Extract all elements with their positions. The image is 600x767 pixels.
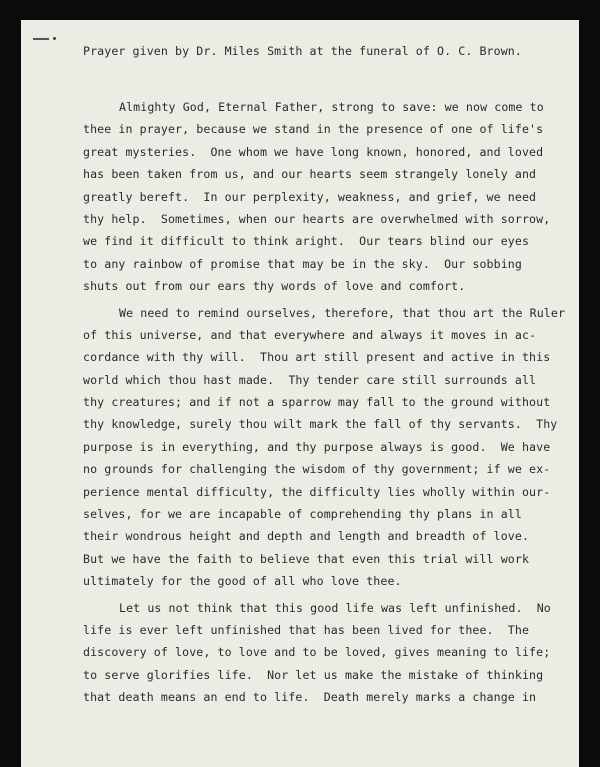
typed-page	[21, 20, 579, 767]
text-line: of this universe, and that everywhere and always it moves in ac-	[83, 327, 537, 342]
text-line: thee in prayer, because we stand in the presence of one of life's	[83, 122, 544, 137]
text-line: Almighty God, Eternal Father, strong to save: we now come to	[119, 100, 544, 114]
text-line: ultimately for the good of all who love thee.	[83, 574, 402, 589]
page-title: Prayer given by Dr. Miles Smith at the funeral of O. C. Brown.	[83, 44, 522, 58]
text-line: shuts out from our ears thy words of love and comfort.	[83, 279, 466, 294]
text-line: no grounds for challenging the wisdom of thy government; if we ex-	[83, 462, 551, 477]
text-line: Let us not think that this good life was left unfinished. No	[119, 600, 551, 615]
text-line: to any rainbow of promise that may be in the sky. Our sobbing	[83, 256, 522, 271]
text-line: their wondrous height and depth and length and breadth of love.	[83, 529, 530, 544]
paragraph-3	[83, 597, 565, 709]
text-line: thy knowledge, surely thou wilt mark the fall of thy servants. Thy	[83, 417, 558, 432]
text-line: world which thou hast made. Thy tender care still surrounds all	[83, 372, 537, 387]
text-line: life is ever left unfinished that has been lived for thee. The	[83, 622, 530, 637]
text-line: perience mental difficulty, the difficulty lies wholly within our-	[83, 484, 551, 499]
text-line: we find it difficult to think aright. Our tears blind our eyes	[83, 234, 530, 249]
text-line: that death means an end to life. Death merely marks a change in	[83, 690, 537, 705]
paragraph-1	[83, 96, 565, 298]
text-line: great mysteries. One whom we have long known, honored, and loved	[83, 144, 544, 159]
text-line: thy help. Sometimes, when our hearts are overwhelmed with sorrow,	[83, 211, 551, 226]
text-line: has been taken from us, and our hearts seem strangely lonely and	[83, 167, 537, 182]
paper-mark	[33, 38, 49, 40]
text-line: to serve glorifies life. Nor let us make the mistake of thinking	[83, 667, 544, 682]
document-body	[83, 96, 565, 709]
text-line: We need to remind ourselves, therefore, that thou art the Ruler	[119, 305, 566, 320]
text-line: thy creatures; and if not a sparrow may fall to the ground without	[83, 395, 551, 410]
paragraph-2	[83, 302, 565, 593]
text-line: selves, for we are incapable of comprehending thy plans in all	[83, 507, 522, 522]
text-line: But we have the faith to believe that even this trial will work	[83, 551, 530, 566]
text-line: cordance with thy will. Thou art still present and active in this	[83, 350, 551, 365]
text-line: discovery of love, to love and to be loved, gives meaning to life;	[83, 645, 551, 660]
text-line: purpose is in everything, and thy purpose always is good. We have	[83, 439, 551, 454]
text-line: greatly bereft. In our perplexity, weakness, and grief, we need	[83, 189, 537, 204]
